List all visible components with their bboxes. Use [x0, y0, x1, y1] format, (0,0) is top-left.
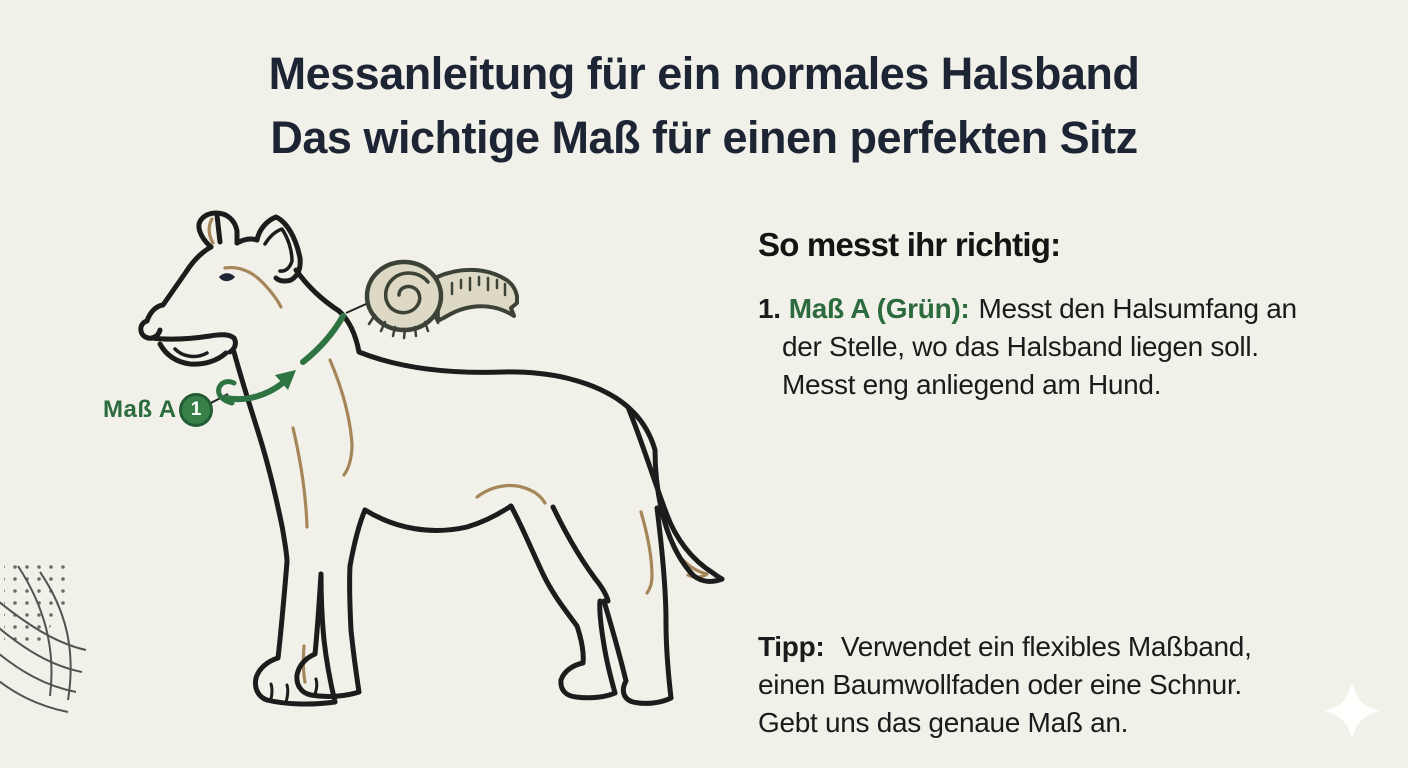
tip-line-3: Gebt uns das genaue Maß an. [758, 707, 1129, 738]
tip-line-1 [758, 628, 1252, 666]
mass-a-label: Maß A [103, 396, 177, 423]
title-line-2: Das wichtige Maß für einen perfekten Sitz [270, 112, 1138, 163]
step-1-line-3: Messt eng anliegend am Hund. [782, 369, 1162, 400]
title-line-1: Messanleitung für ein normales Halsband [268, 48, 1140, 99]
step-1 [758, 290, 1297, 404]
instructions-heading: So messt ihr richtig: [758, 226, 1061, 263]
step-1-text: Messt den Halsumfang an [978, 293, 1297, 324]
step-1-line-1 [758, 290, 1297, 328]
tip-note [758, 628, 1252, 742]
step-1-number: 1. [758, 293, 781, 324]
sparkle-icon [1324, 682, 1380, 740]
dog-eye [219, 273, 235, 281]
measurement-1-badge: 1 [179, 393, 213, 427]
tip-line-2: einen Baumwollfaden oder eine Schnur. [758, 669, 1242, 700]
tip-text: Verwendet ein flexibles Maßband, [840, 631, 1252, 662]
step-1-label: Maß A (Grün): [788, 293, 970, 324]
step-1-line-2: der Stelle, wo das Halsband liegen soll. [782, 331, 1259, 362]
corner-pattern-decoration [0, 560, 86, 712]
tip-label: Tipp: [758, 631, 825, 662]
measuring-tape-icon [367, 262, 517, 338]
